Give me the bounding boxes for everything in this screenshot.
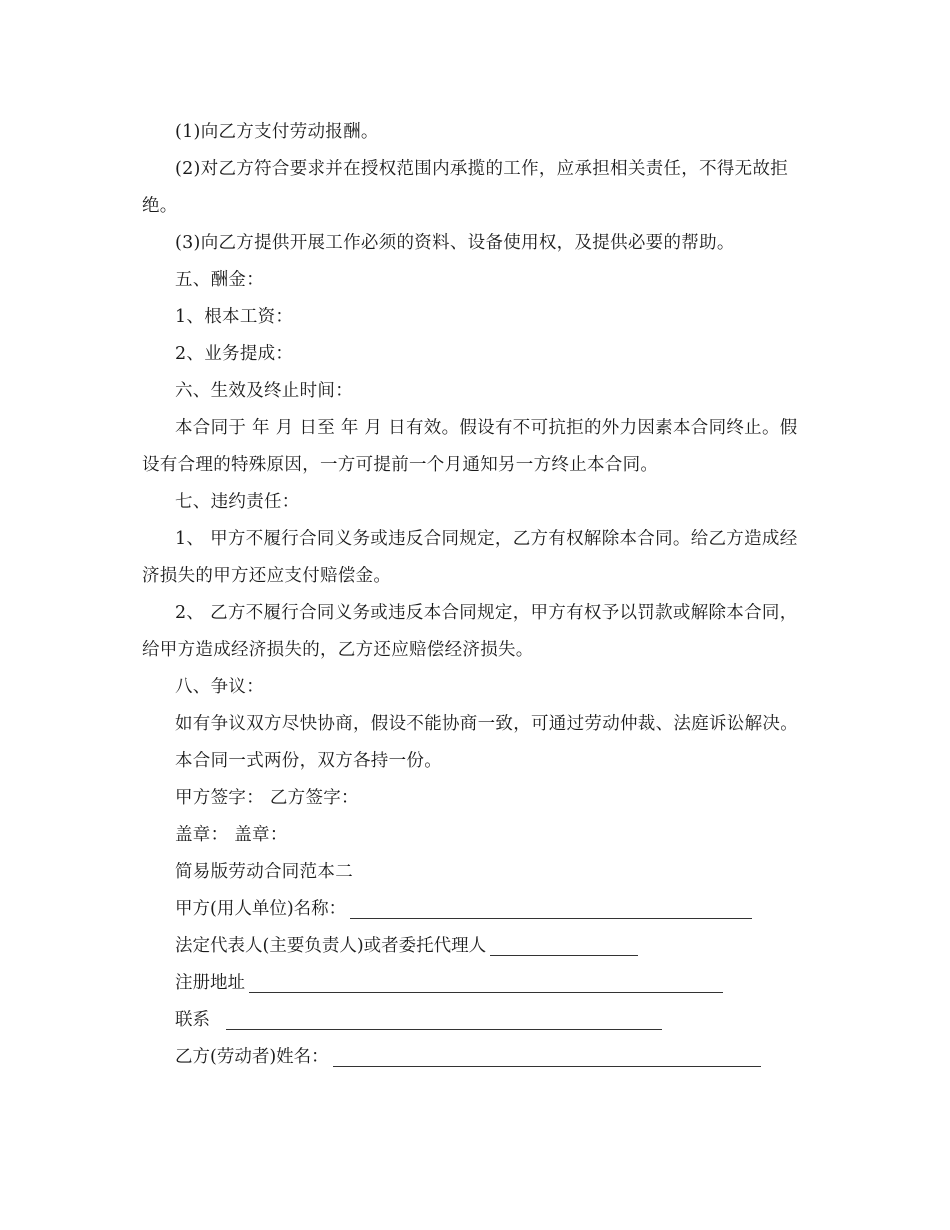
legal-representative-field — [142, 928, 810, 965]
commission-item: 2、业务提成： — [175, 344, 294, 364]
dispute-paragraph: 如有争议双方尽快协商，假设不能协商一致，可通过劳动仲裁、法庭诉讼解决。 — [175, 714, 798, 734]
employer-name-field — [142, 891, 810, 928]
legal-representative-label: 法定代表人(主要负责人)或者委托代理人 — [175, 936, 487, 956]
clause-3-provide-resources: (3)向乙方提供开展工作必须的资料、设备使用权，及提供必要的帮助。 — [175, 233, 735, 253]
contact-blank — [226, 1028, 662, 1030]
breach-party-a-paragraph: 1、 甲方不履行合同义务或违反合同规定，乙方有权解除本合同。给乙方造成经济损失的甲方还应支付赔偿金。 — [142, 529, 798, 586]
clause-2-bear-responsibility: (2)对乙方符合要求并在授权范围内承揽的工作，应承担相关责任，不得无故拒绝。 — [142, 159, 789, 216]
contact-label: 联系 — [175, 1010, 210, 1030]
section-5-heading: 五、酬金： — [175, 270, 264, 290]
seal-line: 盖章： 盖章： — [175, 825, 288, 845]
section-8-heading: 八、争议： — [175, 677, 264, 697]
effective-period-paragraph: 本合同于 年 月 日至 年 月 日有效。假设有不可抗拒的外力因素本合同终止。假设有合理的特殊原因，一方可提前一个月通知另一方终止本合同。 — [142, 418, 798, 475]
breach-party-b-paragraph: 2、 乙方不履行合同义务或违反本合同规定，甲方有权予以罚款或解除本合同，给甲方造成经济损失的，乙方还应赔偿经济损失。 — [142, 603, 798, 660]
contact-field — [142, 1002, 810, 1039]
document-body — [142, 114, 810, 1076]
basic-salary-item: 1、根本工资： — [175, 307, 294, 327]
clause-1-pay-remuneration: (1)向乙方支付劳动报酬。 — [175, 122, 379, 142]
registered-address-blank — [249, 991, 723, 993]
legal-representative-blank — [490, 954, 638, 956]
copies-statement: 本合同一式两份，双方各持一份。 — [175, 751, 442, 771]
signature-line: 甲方签字： 乙方签字： — [175, 788, 359, 808]
employee-name-blank — [333, 1065, 761, 1067]
template-two-title: 简易版劳动合同范本二 — [175, 862, 353, 882]
registered-address-label: 注册地址 — [175, 973, 245, 993]
employer-name-label: 甲方(用人单位)名称： — [175, 899, 347, 919]
registered-address-field — [142, 965, 810, 1002]
employee-name-field — [142, 1039, 810, 1076]
section-6-heading: 六、生效及终止时间： — [175, 381, 353, 401]
section-7-heading: 七、违约责任： — [175, 492, 300, 512]
employer-name-blank — [350, 917, 752, 919]
employee-name-label: 乙方(劳动者)姓名： — [175, 1047, 329, 1067]
